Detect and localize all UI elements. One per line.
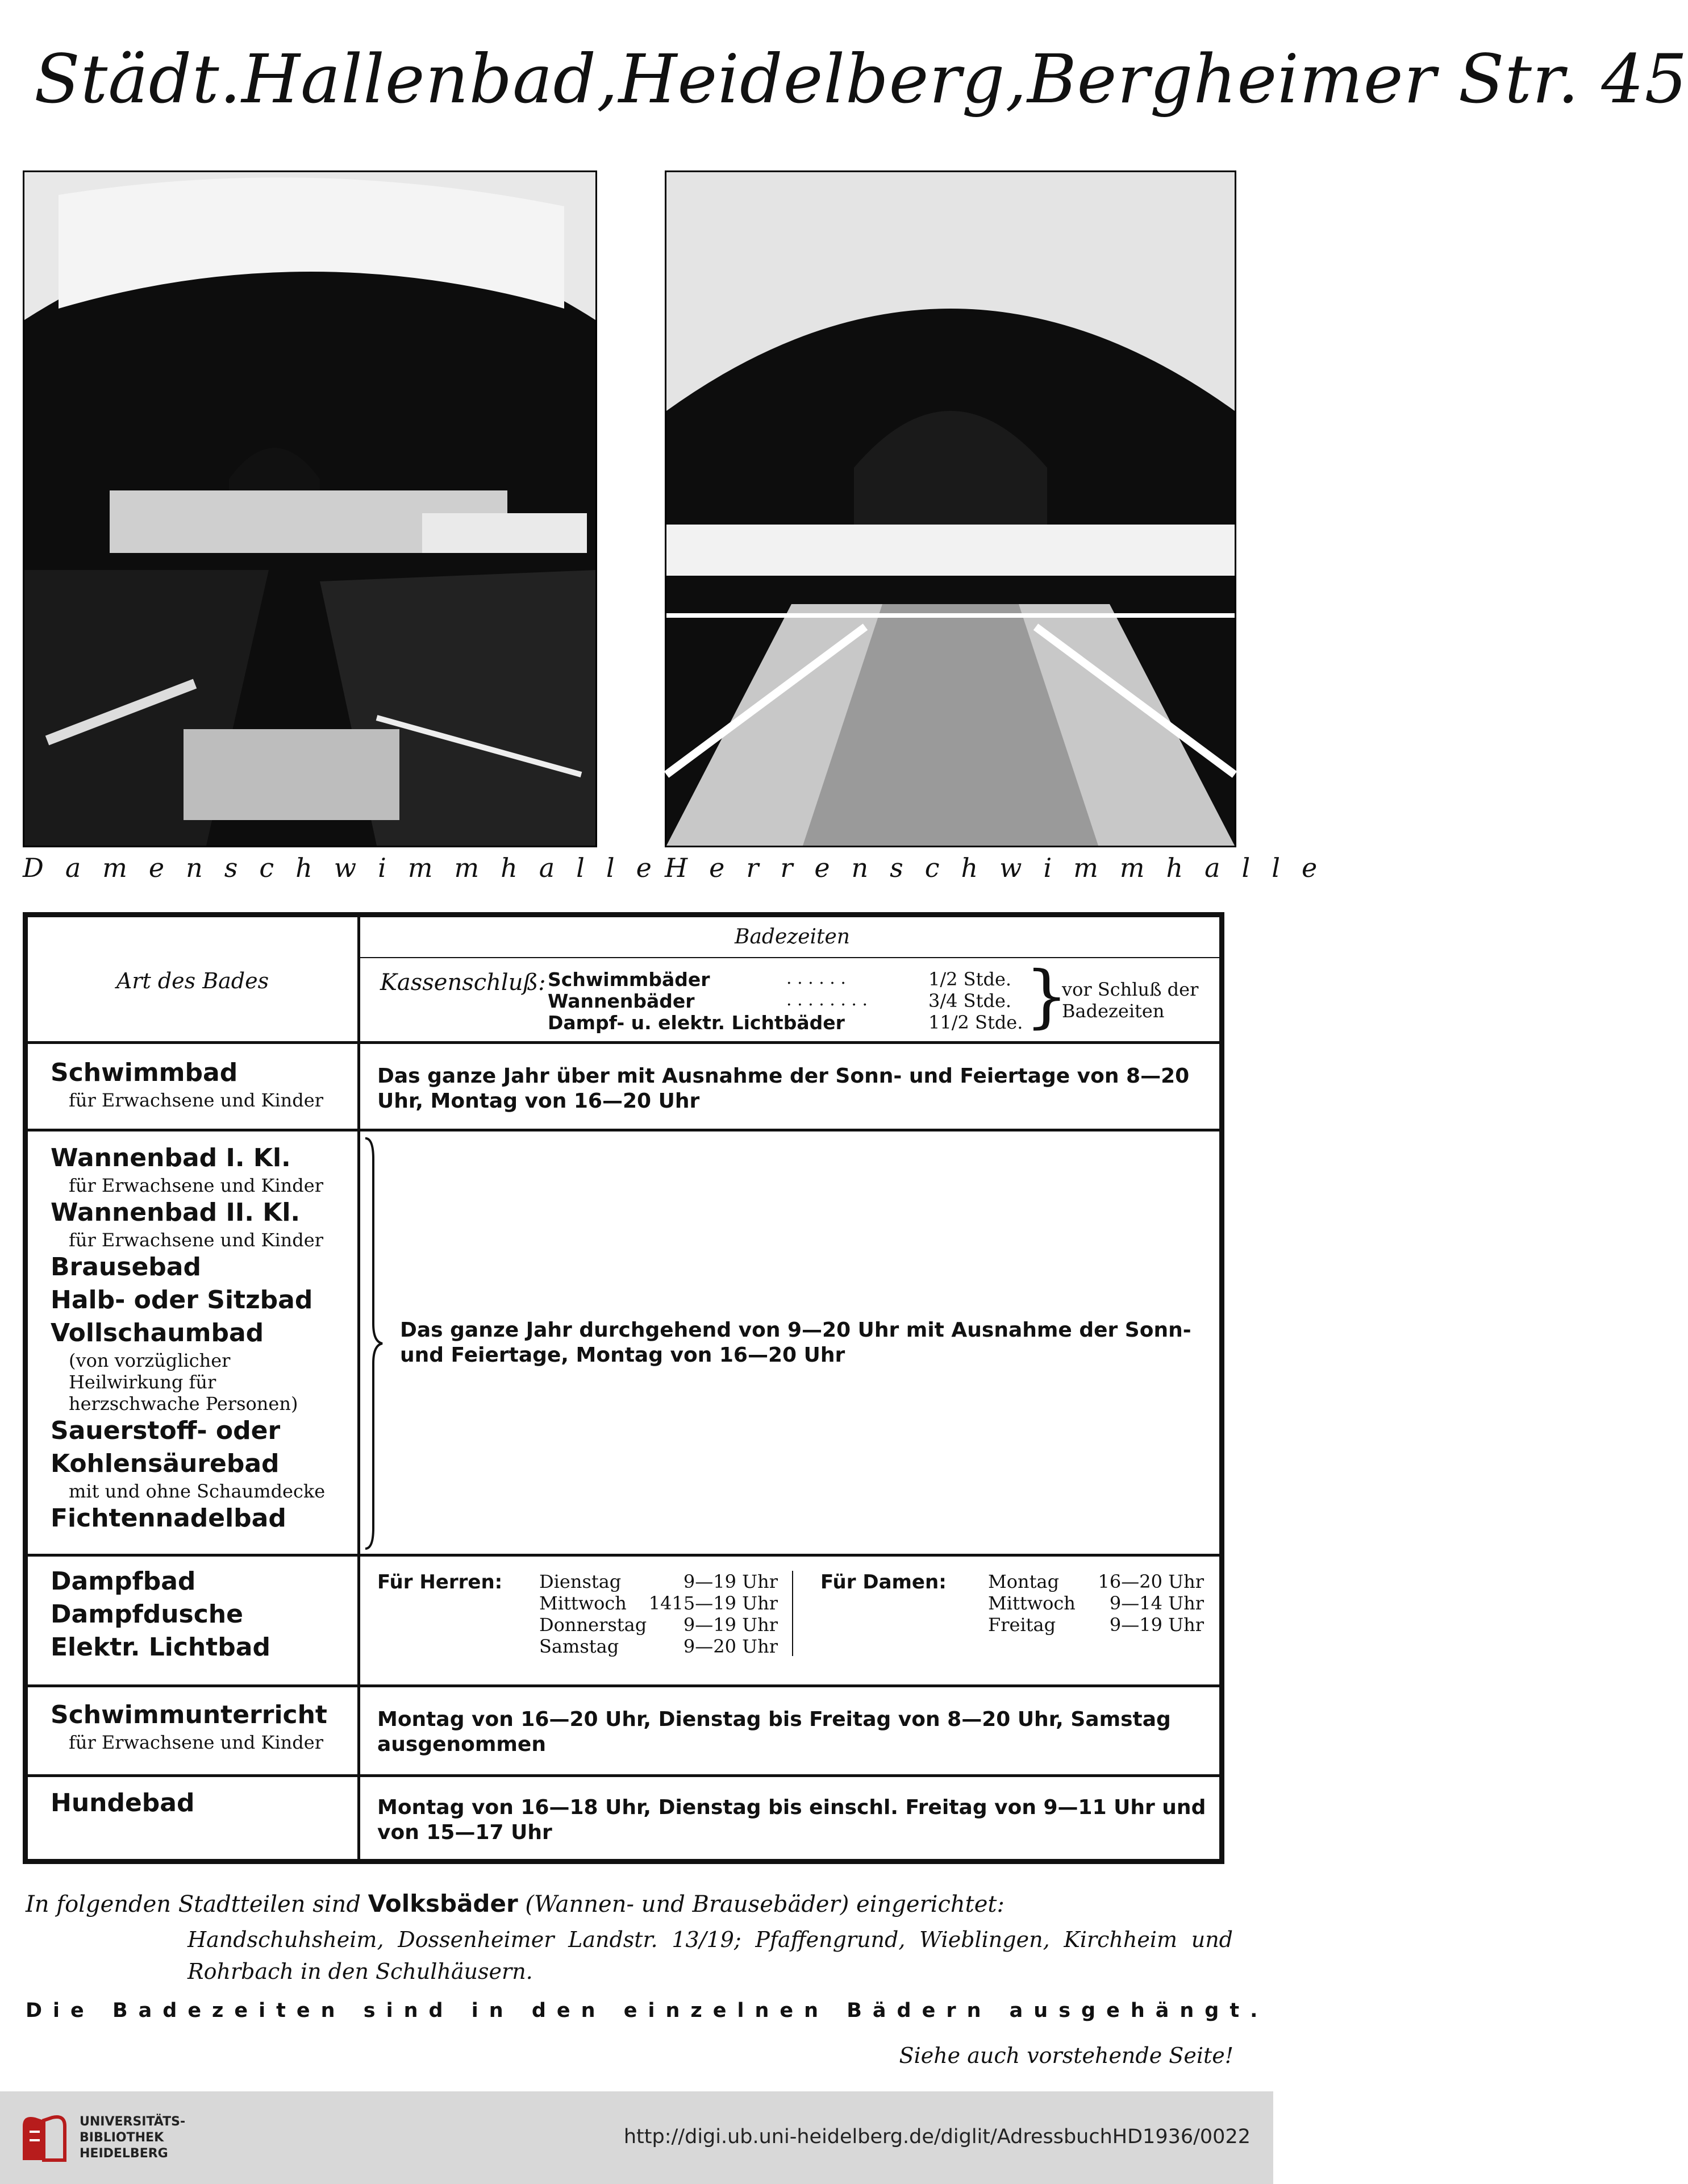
kassenschluss-time: 3/4 Stde. (928, 990, 1012, 1012)
bath-type-sub: mit und ohne Schaumdecke (69, 1480, 326, 1502)
photo-damenschwimmhalle (23, 170, 597, 847)
logo-text-line: HEIDELBERG (80, 2146, 168, 2161)
volksbaeder-bold: Volksbäder (368, 1890, 518, 1917)
source-url-link[interactable]: http://digi.ub.uni-heidelberg.de/diglit/AdressbuchHD1936/0022 (623, 2125, 1251, 2148)
photo-herrenschwimmhalle (665, 170, 1236, 847)
bath-type-sub: (von vorzüglicher Heilwirkung für herzschwache Personen) (69, 1350, 298, 1415)
bath-type: Elektr. Lichtbad (51, 1633, 270, 1662)
bath-type-sub: für Erwachsene und Kinder (69, 1732, 323, 1753)
brace-icon: } (1025, 957, 1069, 1036)
volksbaeder-post: (Wannen- und Brausebäder) eingerichtet: (525, 1891, 1005, 1917)
schedule-day: Samstag (539, 1636, 619, 1657)
column-divider (357, 917, 360, 1859)
bath-type: Dampfbad (51, 1567, 196, 1596)
schedule-row (988, 1571, 1204, 1592)
kassenschluss-note-line: Badezeiten (1062, 1000, 1165, 1022)
herren-schedule (539, 1571, 778, 1657)
kassenschluss-row (548, 990, 1048, 1012)
badezeiten-table (23, 912, 1224, 1864)
column-header-badezeiten: Badezeiten (734, 925, 850, 949)
footer-bar (0, 2091, 1273, 2184)
row-hundebad-times: Montag von 16—18 Uhr, Dienstag bis einschl. Freitag von 9—11 Uhr und von 15—17 Uhr (377, 1796, 1206, 1844)
kassenschluss-dots: . . . . . . . . (786, 990, 868, 1010)
bath-type-sub: für Erwachsene und Kinder (69, 1229, 323, 1251)
bath-type: Sauerstoff- oder Kohlensäurebad (51, 1416, 281, 1478)
bath-type: Fichtennadelbad (51, 1504, 286, 1533)
row-schwimmunterricht-times: Montag von 16—20 Uhr, Dienstag bis Freitag von 8—20 Uhr, Samstag ausgenommen (377, 1708, 1171, 1756)
bath-type: Vollschaumbad (51, 1318, 264, 1347)
row-divider (28, 1684, 1219, 1687)
row-dampfbad-labels (51, 1565, 270, 1664)
bath-type: Wannenbad II. Kl. (51, 1198, 301, 1227)
university-library-logo-icon (12, 2106, 75, 2169)
schedule-day: Mittwoch (539, 1592, 627, 1614)
brace-icon (363, 1136, 386, 1551)
kassenschluss-name: Schwimmbäder (548, 968, 710, 991)
row-schwimmbad-times: Das ganze Jahr über mit Ausnahme der Sonn- und Feiertage von 8—20 Uhr, Montag von 16—20 Uhr (377, 1064, 1190, 1113)
header-divider (360, 957, 1224, 958)
bath-type: Wannenbad I. Kl. (51, 1143, 291, 1172)
herren-label: Für Herren: (377, 1571, 503, 1594)
volksbaeder-note (26, 1890, 1005, 1917)
logo-text (80, 2114, 185, 2162)
schedule-time: 9—19 Uhr (683, 1614, 778, 1636)
schedule-row (539, 1571, 778, 1592)
bath-type-sub: für Erwachsene und Kinder (69, 1089, 323, 1111)
bath-type: Hundebad (51, 1788, 195, 1817)
schedule-row (988, 1592, 1204, 1614)
kassenschluss-list (548, 968, 1048, 1033)
row-divider (28, 1129, 1219, 1131)
column-header-art: Art des Bades (116, 968, 269, 993)
kassenschluss-name: Dampf- u. elektr. Lichtbäder (548, 1012, 845, 1034)
bath-type-sub: für Erwachsene und Kinder (69, 1175, 323, 1196)
kassenschluss-note (1062, 979, 1198, 1022)
bath-type: Schwimmunterricht (51, 1700, 327, 1729)
row-schwimmbad-label (51, 1056, 323, 1111)
kassenschluss-row (548, 968, 1048, 990)
schedule-divider (792, 1571, 793, 1656)
row-divider (28, 1774, 1219, 1777)
schedule-day: Freitag (988, 1614, 1056, 1636)
kassenschluss-row (548, 1012, 1048, 1033)
page-title: Städt.Hallenbad,Heidelberg,Bergheimer Str. 45 (34, 40, 1688, 118)
schedule-time: 16—20 Uhr (1098, 1571, 1204, 1592)
caption-herrenschwimmhalle: Herrenschwimmhalle (665, 852, 1339, 883)
row-schwimmunterricht-label (51, 1699, 327, 1753)
schedule-time: 9—20 Uhr (683, 1636, 778, 1657)
row-divider (28, 1554, 1219, 1557)
bath-type: Brausebad (51, 1253, 201, 1282)
schedule-time: 1415—19 Uhr (648, 1592, 778, 1614)
kassenschluss-dots: . . . . . . (786, 968, 846, 988)
row-wannenbad-labels (51, 1142, 346, 1535)
schedule-row (539, 1614, 778, 1636)
bath-type: Schwimmbad (51, 1058, 238, 1087)
volksbaeder-places: Handschuhsheim, Dossenheimer Landstr. 13/19; Pfaffengrund, Wieblingen, Kirchheim und Rohrbach in den Schulhäusern. (187, 1927, 1233, 1984)
damen-label: Für Damen: (820, 1571, 947, 1594)
schedule-row (988, 1614, 1204, 1636)
logo-text-line: UNIVERSITÄTS- (80, 2115, 186, 2129)
damen-schedule (988, 1571, 1204, 1636)
siehe-note: Siehe auch vorstehende Seite! (899, 2043, 1233, 2068)
schedule-day: Dienstag (539, 1571, 622, 1592)
row-wannenbad-times: Das ganze Jahr durchgehend von 9—20 Uhr mit Ausnahme der Sonn- und Feiertage, Montag von 16—20 Uhr (400, 1318, 1191, 1367)
row-hundebad-label (51, 1787, 195, 1820)
bath-type: Dampfdusche (51, 1600, 243, 1629)
pool-hall-illustration (24, 172, 595, 846)
schedule-row (539, 1636, 778, 1657)
aushang-note: Die Badezeiten sind in den einzelnen Bädern ausgehängt. (26, 1999, 1269, 2022)
schedule-time: 9—14 Uhr (1109, 1592, 1204, 1614)
schedule-time: 9—19 Uhr (683, 1571, 778, 1592)
pool-hall-illustration (666, 172, 1235, 846)
bath-type: Halb- oder Sitzbad (51, 1286, 313, 1314)
kassenschluss-name: Wannenbäder (548, 990, 695, 1012)
schedule-day: Mittwoch (988, 1592, 1076, 1614)
schedule-day: Donnerstag (539, 1614, 647, 1636)
kassenschluss-label: Kassenschluß: (380, 970, 546, 996)
kassenschluss-note-line: vor Schluß der (1062, 979, 1199, 1000)
schedule-row (539, 1592, 778, 1614)
schedule-time: 9—19 Uhr (1109, 1614, 1204, 1636)
kassenschluss-time: 11/2 Stde. (928, 1012, 1023, 1033)
volksbaeder-pre: In folgenden Stadtteilen sind (26, 1891, 361, 1917)
logo-text-line: BIBLIOTHEK (80, 2131, 164, 2145)
schedule-day: Montag (988, 1571, 1060, 1592)
caption-damenschwimmhalle: Damenschwimmhalle (23, 852, 673, 883)
kassenschluss-time: 1/2 Stde. (928, 968, 1012, 990)
row-divider (28, 1041, 1219, 1044)
